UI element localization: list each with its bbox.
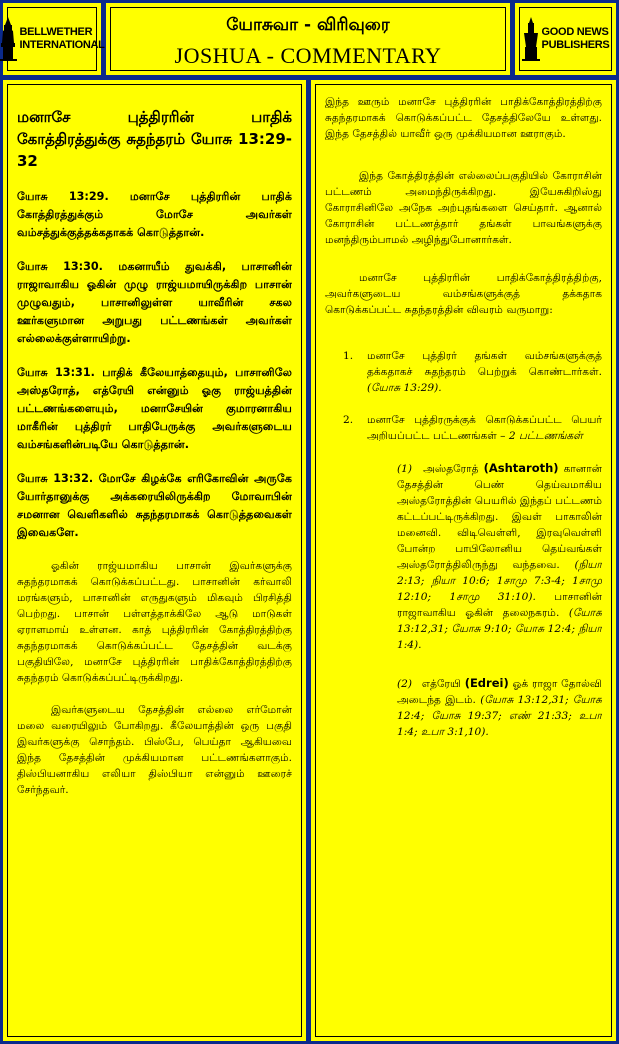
good-news-logo bbox=[517, 5, 614, 73]
section-heading: மனாசே புத்திரரின் பாதிக் கோத்திரத்துக்கு சுதந்தரம் யோசு 13:29-32 bbox=[17, 108, 292, 170]
list-item-text: மனாசே புத்திரருக்குக் கொடுக்கப்பட்ட பெயர் அறியப்பட்ட பட்டணங்கள் – bbox=[367, 414, 602, 442]
left-column bbox=[3, 80, 306, 1041]
city-description: ஓக் ராஜா தோல்வி அடைந்த இடம். bbox=[397, 678, 602, 706]
list-item-number: 2. bbox=[343, 414, 354, 426]
city-name-latin: (Ashtaroth) bbox=[483, 461, 559, 475]
city-name-latin: (Edrei) bbox=[464, 676, 509, 690]
commentary-paragraph: இவர்களுடைய தேசத்தின் எல்லை எர்மோன் மலை வரையிலும் போகிறது. கீலேயாத்தின் ஒரு பகுதி இவர்களுக்கு சொந்தம். பிஸ்பே, பெய்தா ஆகியவை இந்த தேசத்தின் முக்கியமான பட்டணங்களாகும். திஸ்பியனாகிய எலியா திஸ்பியா என்னும் ஊரைச் சேர்ந்தவர். bbox=[17, 704, 292, 796]
list-item-reference: (யோசு 13:29). bbox=[367, 382, 442, 394]
bellwether-logo-line1: BELLWETHER bbox=[19, 26, 93, 38]
list-item-text: மனாசே புத்திரர் தங்கள் வம்சங்களுக்குத் தக்கதாகச் சுதந்தரம் பெற்றுக் கொண்டார்கள். bbox=[367, 350, 602, 378]
commentary-paragraph: இந்த ஊரும் மனாசே புத்திரரின் பாதிக்கோத்திரத்திற்கு சுதந்தரமாகக் கொடுக்கப்பட்ட தேசத்திலேயே உள்ளது. இந்த தேசத்தில் யாவீர் ஒரு முக்கியமான ஊராகும். bbox=[325, 96, 602, 140]
title-panel bbox=[106, 3, 510, 75]
verse-13-30: யோசு 13:30. மகனாயீம் துவக்கி, பாசானின் ராஜாவாகிய ஓகின் முழு ராஜ்யமாயிருக்கிற பாசான் முழுவதும், பாசானிலுள்ள யாவீரின் சகல ஊர்களுமான அறுபது பட்டணங்கள் அவர்கள் எல்லைக்குள்ளாயிற்று. bbox=[17, 260, 292, 345]
commentary-paragraph: ஓகின் ராஜ்யமாகிய பாசான் இவர்களுக்கு சுதந்தரமாகக் கொடுக்கப்பட்டது. பாசானின் கர்வாலி மரங்களும், பாசானின் எருதுகளும் மிகவும் பிரசித்தி பெற்றது. பாசான் பள்ளத்தாக்கிலே ஆடு மாடுகள் ஏராளமாய் உள்ளன. காத் புத்திரரின் கோத்திரத்திற்கு சுதந்தரமாகக் கொடுக்கப்பட்ட தேசத்தின் வடக்கு பகுதியிலே, மனாசே புத்திரரின் பாதிக்கோத்திரத்திற்கு சுதந்தரம் கொடுக்கப்பட்டிருக்கிறது. bbox=[17, 560, 292, 684]
bellwether-logo-panel bbox=[3, 3, 105, 75]
city-reference: (யோசு 13:12,31; யோசு 12:4; யோசு 19:37; எண் 21:33; உபா 1:4; உபா 3:1,10). bbox=[397, 694, 602, 738]
city-ashtaroth bbox=[397, 460, 602, 653]
verse-13-29: யோசு 13:29. மனாசே புத்திரரின் பாதிக் கோத்திரத்துக்கும் மோசே அவர்கள் வம்சத்துக்குத்தக்கதாகக் கொடுத்தான். bbox=[17, 190, 292, 239]
city-reference: (நியா 2:13; நியா 10:6; 1சாமு 7:3-4; 1சாமு 12:10; 1சாமு 31:10). bbox=[397, 559, 602, 603]
page-title-english: JOSHUA - COMMENTARY bbox=[174, 43, 442, 68]
bell-tower-icon bbox=[0, 17, 17, 61]
good-news-logo-line1: GOOD NEWS bbox=[541, 26, 609, 38]
verse-13-32: யோசு 13:32. மோசே கிழக்கே எரிகோவின் அருகே யோர்தானுக்கு அக்கரையிலிருக்கிற மோவாபின் சமனான வெளிகளில் சுதந்தரமாகக் கொடுத்தவைகள் இவைகளே. bbox=[17, 472, 292, 539]
commentary-paragraph: இந்த கோத்திரத்தின் எல்லைப்பகுதியில் கோராசின் பட்டணம் அமைந்திருக்கிறது. இயேசுகிறிஸ்து கோராசினிலே அநேக அற்புதங்களை செய்தார். ஆனால் கோராசின் பட்டணத்தார் தங்கள் பாவங்களுக்கு மனந்திரும்பாமல் அழிந்துபோனார்கள். bbox=[325, 170, 602, 246]
right-column bbox=[311, 80, 616, 1041]
sub-index: (1) bbox=[397, 463, 413, 475]
city-name: எத்ரேயி bbox=[421, 678, 461, 690]
list-item-reference: 2 பட்டணங்கள் bbox=[508, 430, 583, 442]
bellwether-logo bbox=[5, 5, 105, 73]
city-reference: (யோசு 13:12,31; யோசு 9:10; யோசு 12:4; நியா 1:4). bbox=[397, 607, 602, 651]
list-item bbox=[343, 412, 602, 444]
good-news-logo-panel bbox=[515, 3, 616, 75]
list-item-number: 1. bbox=[343, 350, 354, 362]
good-news-logo-line2: PUBLISHERS bbox=[541, 39, 610, 51]
list-item bbox=[343, 348, 602, 396]
city-edrei bbox=[397, 675, 602, 740]
page-title-tamil: யோசுவா - விரிவுரை bbox=[226, 15, 390, 35]
city-description: கானான் தேசத்தின் பெண் தெய்வமாகிய அஸ்தரோத்தின் பெயரில் இந்தப் பட்டணம் கட்டப்பட்டிருக்கிறது. இவள் பாகாலின் மனைவி. விடிவெள்ளி, இரவுவெள்ளி போன்ற பாபிலோனிய தெய்வங்கள் அஸ்தரோத்திலிருந்து வந்தவை. bbox=[397, 463, 602, 571]
book-tower-icon bbox=[522, 17, 540, 61]
sub-index: (2) bbox=[397, 678, 413, 690]
commentary-paragraph: மனாசே புத்திரரின் பாதிக்கோத்திரத்திற்கு, அவர்களுடைய வம்சங்களுக்குத் தக்கதாக கொடுக்கப்பட்ட சுதந்தரத்தின் விவரம் வருமாறு: bbox=[325, 272, 602, 316]
city-name: அஸ்தரோத் bbox=[423, 463, 479, 475]
city-description: பாசானின் ராஜாவாகிய ஓகின் தலைநகரம். bbox=[397, 591, 602, 619]
verse-13-31: யோசு 13:31. பாதிக் கீலேயாத்தையும், பாசானிலே அஸ்தரோத், எத்ரேயி என்னும் ஓகு ராஜ்யத்தின் பட்டணங்களையும், மனாசேயின் குமாரனாகிய மாகீரின் புத்திரர் பாதிபேருக்கு அவர்களுடைய வம்சங்களின்படியே கொடுத்தான். bbox=[17, 366, 292, 451]
inheritance-list bbox=[325, 348, 602, 444]
bellwether-logo-line2: INTERNATIONAL bbox=[19, 39, 105, 51]
